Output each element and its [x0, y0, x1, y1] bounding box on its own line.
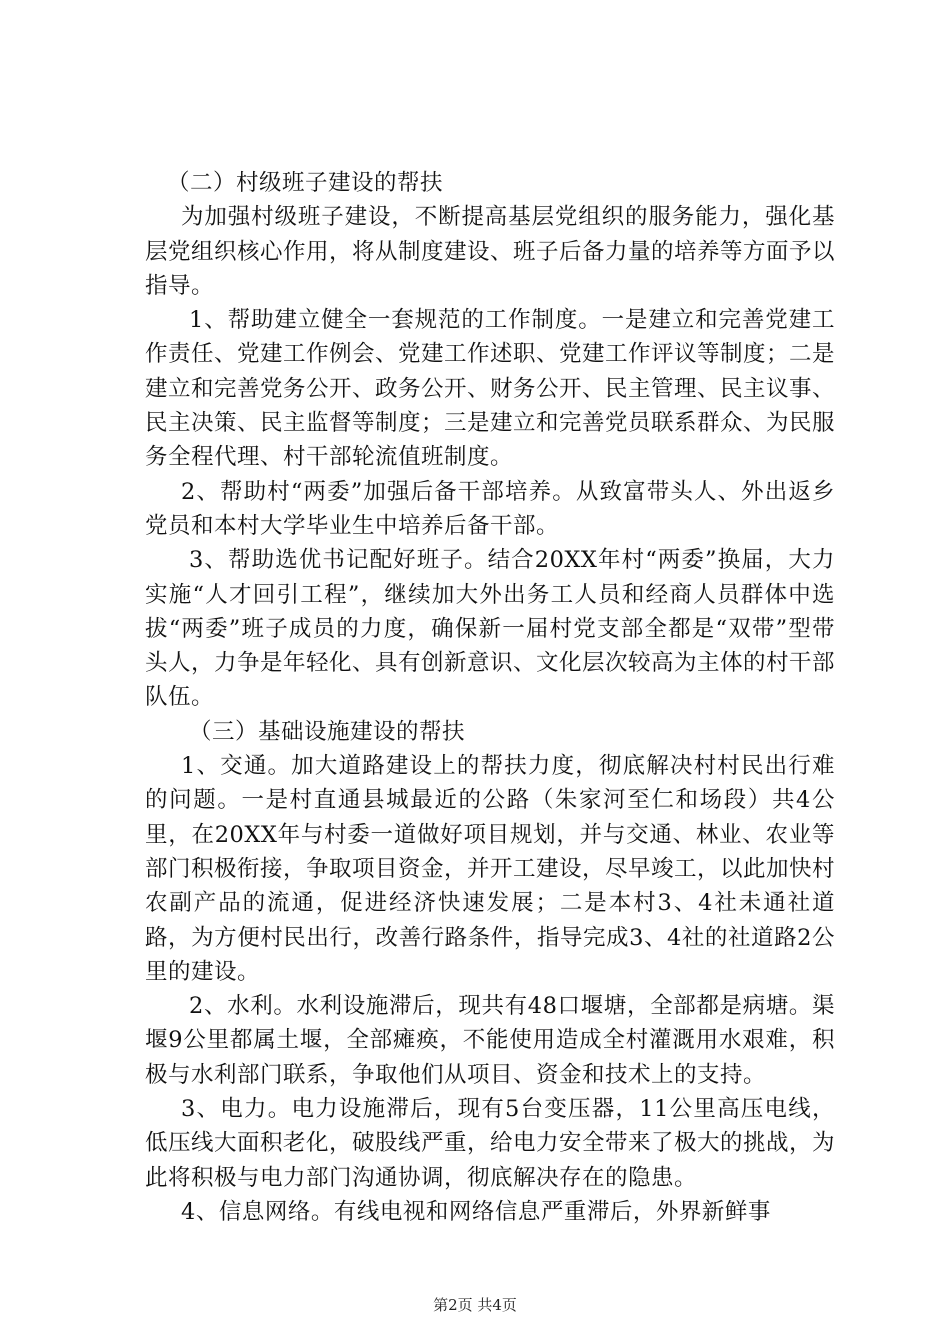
section-heading-three: （三）基础设施建设的帮扶: [189, 718, 466, 745]
page-number-footer: 第2页 共4页: [433, 1296, 517, 1314]
body-paragraph: 3、帮助选优书记配好班子。结合20XX年村“两委”换届，大力实施“人才回引工程”，继续加大外出务工人员和经商人员群体中选拔“两委”班子成员的力度，确保新一届村党支部全都是“双带”型带头人，力争是年轻化、具有创新意识、文化层次较高为主体的村干部队伍。: [145, 547, 836, 711]
body-paragraph: 1、交通。加大道路建设上的帮扶力度，彻底解决村村民出行难的问题。一是村直通县城最近的公路（朱家河至仁和场段）共4公里，在20XX年与村委一道做好项目规划，并与交通、林业、农业等部门积极衔接，争取项目资金，并开工建设，尽早竣工，以此加快村农副产品的流通，促进经济快速发展；二是本村3、4社未通社道路，为方便村民出行，改善行路条件，指导完成3、4社的社道路2公里的建设。: [145, 753, 836, 985]
section-heading-two: （二）村级班子建设的帮扶: [167, 170, 444, 196]
body-paragraph: 4、信息网络。有线电视和网络信息严重滞后，外界新鲜事: [181, 1198, 771, 1225]
body-paragraph: 为加强村级班子建设，不断提高基层党组织的服务能力，强化基层党组织核心作用，将从制度建设、班子后备力量的培养等方面予以指导。: [145, 204, 836, 299]
body-paragraph: 1、帮助建立健全一套规范的工作制度。一是建立和完善党建工作责任、党建工作例会、党建工作述职、党建工作评议等制度；二是建立和完善党务公开、政务公开、财务公开、民主管理、民主议事、民主决策、民主监督等制度；三是建立和完善党员联系群众、为民服务全程代理、村干部轮流值班制度。: [145, 307, 836, 471]
document-body: [145, 166, 835, 1229]
body-paragraph: 3、电力。电力设施滞后，现有5台变压器，11公里高压电线，低压线大面积老化，破股线严重，给电力安全带来了极大的挑战，为此将积极与电力部门沟通协调，彻底解决存在的隐患。: [145, 1096, 836, 1191]
body-paragraph: 2、帮助村“两委”加强后备干部培养。从致富带头人、外出返乡党员和本村大学毕业生中培养后备干部。: [145, 478, 835, 539]
body-paragraph: 2、水利。水利设施滞后，现共有48口堰塘，全部都是病塘。渠堰9公里都属土堰，全部瘫痪，不能使用造成全村灌溉用水艰难，积极与水利部门联系，争取他们从项目、资金和技术上的支持。: [145, 993, 835, 1088]
